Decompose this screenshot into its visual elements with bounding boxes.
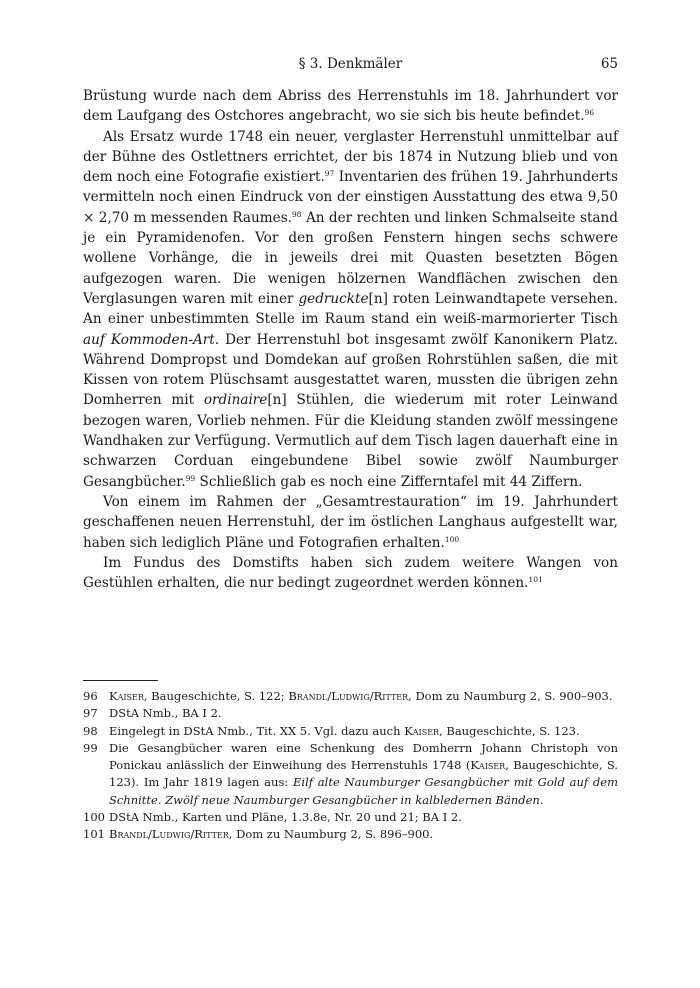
text-run: , Baugeschichte, S. 123. <box>439 723 580 738</box>
footnote-number: 97 <box>83 706 98 721</box>
text-run: . Der Herrenstuhl bot insgesamt zwölf Kanonikern Platz. Während Dompropst und Domdekan auf großen Rohrstühlen saßen, die mit Kissen von rotem Plüschsamt ausgestattet waren, mussten die übrigen zehn Domherren mit <box>83 331 618 409</box>
footnote <box>83 740 618 809</box>
footnote-ref: 96 <box>584 108 595 118</box>
footnote-text <box>109 705 618 722</box>
author-name: Brandl/Ludwig/Ritter <box>109 827 229 842</box>
text-run: Schließlich gab es noch eine Zifferntafel mit 44 Ziffern. <box>195 473 583 490</box>
text-run: [n] roten Leinwandtapete versehen. An einer unbestimmten Stelle im Raum stand ein weiß-marmorierter Tisch <box>83 290 618 328</box>
running-header <box>83 56 618 78</box>
footnote-text <box>109 688 618 705</box>
text-run: , Baugeschichte, S. 123). Im Jahr 1819 lagen aus: <box>109 758 618 790</box>
running-title: § 3. Denkmäler <box>298 56 403 72</box>
text-run: Die Gesangbücher waren eine Schenkung des Domherrn Johann Christoph von Ponickau anlässlich der Einweihung des Herrenstuhls 1748 ( <box>109 740 618 773</box>
footnote-number: 100 <box>83 810 105 825</box>
footnote <box>83 809 618 826</box>
text-run: [n] Stühlen, die wiederum mit roter Leinwand bezogen waren, Vorlieb nehmen. Für die Kleidung standen zwölf messingene Wandhaken zur Verfügung. Vermutlich auf dem Tisch lagen dauerhaft eine in schwarzen Corduan eingebundene Bibel sowie zwölf Naumburger Gesangbücher. <box>83 392 618 490</box>
footnote <box>83 723 618 740</box>
text-run: , Baugeschichte, S. 122; <box>143 689 289 703</box>
text-run: Inventarien des frühen 19. Jahrhunderts vermitteln noch einen Eindruck von der einstigen Ausstattung des etwa 9,50 × 2,70 m messenden Raumes. <box>83 169 618 226</box>
footnotes <box>83 688 618 844</box>
footnote-text <box>109 740 618 809</box>
paragraph <box>83 86 618 127</box>
text-run: Als Ersatz wurde 1748 ein neuer, verglaster Herrenstuhl unmittelbar auf der Bühne des Ostlettners errichtet, der bis 1874 in Nutzung blieb und von dem noch eine Fotografie existiert. <box>83 128 618 186</box>
italic-text: Eilf alte Naumburger Gesangbücher mit Gold auf dem Schnitte. Zwölf neue Naumburger Gesangbücher in kalbledernen Bänden <box>109 775 618 807</box>
paragraph <box>83 127 618 492</box>
footnote-ref: 98 <box>292 209 302 219</box>
author-name: Kaiser <box>109 689 144 703</box>
paragraph <box>83 492 618 553</box>
italic-text: auf Kommoden-Art <box>83 331 215 348</box>
author-name: Brandl/Ludwig/Ritter <box>288 689 409 703</box>
footnote-text <box>109 723 618 740</box>
italic-text: gedruckte <box>298 290 369 307</box>
body-text <box>83 86 618 593</box>
text-run: . <box>539 792 544 807</box>
text-run: Eingelegt in DStA Nmb., Tit. XX 5. Vgl. dazu auch <box>109 723 405 738</box>
footnote-ref: 97 <box>324 169 335 179</box>
paragraph <box>83 553 618 594</box>
footnote <box>83 688 618 705</box>
footnote-text <box>109 809 618 826</box>
text-run: An der rechten und linken Schmalseite stand je ein Pyramidenofen. Vor den großen Fenstern hingen sechs schwere wollene Vorhänge, die in jeweils drei mit Quasten besetzten Bögen aufgezogen waren. Die wenigen hölzernen Wandflächen zwischen den Verglasungen waren mit einer <box>83 209 618 307</box>
footnote-ref: 99 <box>185 473 196 483</box>
footnote-number: 99 <box>83 740 98 755</box>
text-run: Von einem im Rahmen der „Gesamtrestauration“ im 19. Jahrhundert geschaffenen neuen Herrenstuhl, der im östlichen Langhaus aufgestellt war, haben sich lediglich Pläne und Fotografien erhalten. <box>83 493 618 551</box>
text-run: , Dom zu Naumburg 2, S. 896–900. <box>228 827 434 842</box>
footnote-text <box>109 826 618 843</box>
footnote-number: 101 <box>83 827 105 842</box>
footnote-ref: 100 <box>444 534 460 544</box>
text-run: , Dom zu Naumburg 2, S. 900–903. <box>408 689 613 703</box>
text-run: DStA Nmb., Karten und Pläne, 1.3.8e, Nr. 20 und 21; BA I 2. <box>109 810 462 825</box>
footnote-rule <box>83 680 158 681</box>
footnote-number: 98 <box>83 723 98 738</box>
page-number: 65 <box>600 56 618 72</box>
footnote <box>83 826 618 843</box>
text-run: Brüstung wurde nach dem Abriss des Herrenstuhls im 18. Jahrhundert vor dem Laufgang des Ostchores angebracht, wo sie sich bis heute befindet. <box>83 88 618 125</box>
author-name: Kaiser <box>404 723 440 738</box>
page <box>83 56 618 593</box>
author-name: Kaiser <box>470 758 506 773</box>
footnote-ref: 101 <box>528 575 543 585</box>
italic-text: ordinaire <box>203 392 268 409</box>
footnote-number: 96 <box>83 689 98 703</box>
text-run: Im Fundus des Domstifts haben sich zudem weitere Wangen von Gestühlen erhalten, die nur bedingt zugeordnet werden können. <box>83 554 618 592</box>
footnote <box>83 705 618 722</box>
text-run: DStA Nmb., BA I 2. <box>109 706 222 721</box>
